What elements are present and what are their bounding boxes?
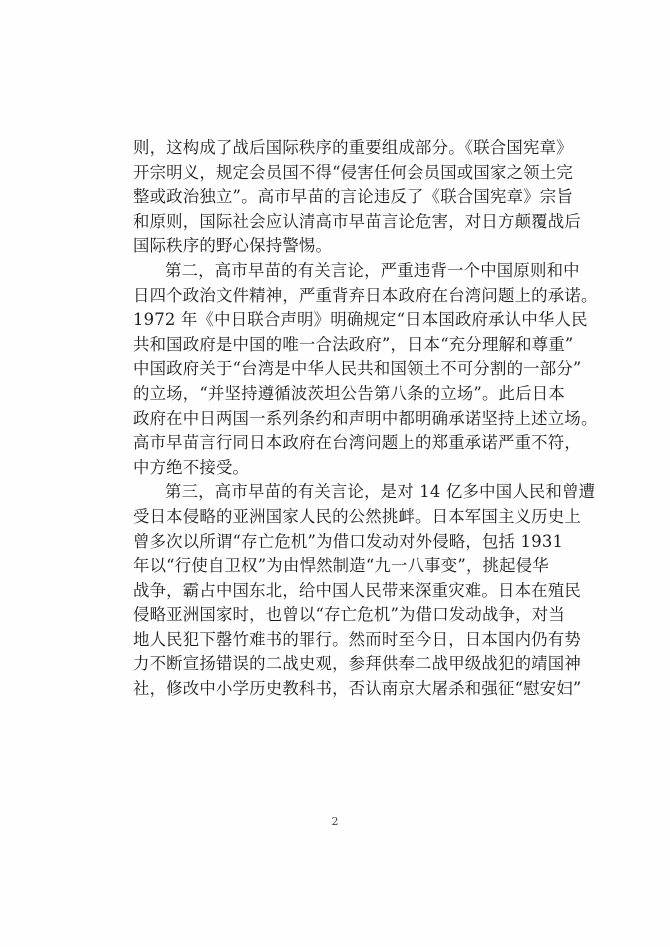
text-line: 和原则，国际社会应认清高市早苗言论危害，对日方颠覆战后 [133, 211, 581, 231]
text-line: 政府在中日两国一系列条约和声明中都明确承诺坚持上述立场。 [133, 408, 598, 428]
text-line: 曾多次以所谓“存亡危机”为借口发动对外侵略，包括 1931 [133, 531, 564, 551]
text-line: 高市早苗言行同日本政府在台湾问题上的郑重承诺严重不符， [133, 433, 581, 453]
text-line: 开宗明义，规定会员国不得“侵害任何会员国或国家之领土完 [133, 162, 573, 182]
paragraph-1 [133, 136, 617, 259]
text-line: 整或政治独立”。高市早苗的言论违反了《联合国宪章》宗旨 [133, 187, 573, 207]
text-line: 第三，高市早苗的有关言论，是对 14 亿多中国人民和曾遭 [165, 482, 596, 502]
text-line: 中国政府关于“台湾是中华人民共和国领土不可分割的一部分” [133, 359, 582, 379]
paragraph-2 [133, 259, 617, 480]
paragraph-3 [133, 480, 617, 701]
text-line: 战争，霸占中国东北，给中国人民带来深重灾难。日本在殖民 [133, 580, 581, 600]
text-line: 力不断宣扬错误的二战史观，参拜供奉二战甲级战犯的靖国神 [133, 654, 581, 674]
text-line: 共和国政府是中国的唯一合法政府”，日本“充分理解和尊重” [133, 334, 574, 354]
text-line: 的立场，“并坚持遵循波茨坦公告第八条的立场”。此后日本 [133, 383, 565, 403]
text-line: 中方绝不接受。 [133, 457, 250, 477]
text-line: 侵略亚洲国家时，也曾以“存亡危机”为借口发动战争，对当 [133, 605, 565, 625]
text-line: 地人民犯下罄竹难书的罪行。然而时至今日，日本国内仍有势 [133, 629, 581, 649]
text-line: 第二，高市早苗的有关言论，严重违背一个中国原则和中 [165, 260, 580, 280]
text-line: 1972 年《中日联合声明》明确规定“日本国政府承认中华人民 [133, 310, 588, 330]
text-line: 年以“行使自卫权”为由悍然制造“九一八事变”，挑起侵华 [133, 556, 549, 576]
page-number: 2 [331, 815, 339, 828]
text-line: 国际秩序的野心保持警惕。 [133, 236, 333, 256]
text-line: 日四个政治文件精神，严重背弃日本政府在台湾问题上的承诺。 [133, 285, 598, 305]
text-line: 受日本侵略的亚洲国家人民的公然挑衅。日本军国主义历史上 [133, 506, 581, 526]
body-text [133, 136, 617, 702]
text-line: 则，这构成了战后国际秩序的重要组成部分。《联合国宪章》 [133, 138, 573, 157]
text-line: 社，修改中小学历史教科书，否认南京大屠杀和强征“慰安妇” [133, 679, 582, 699]
